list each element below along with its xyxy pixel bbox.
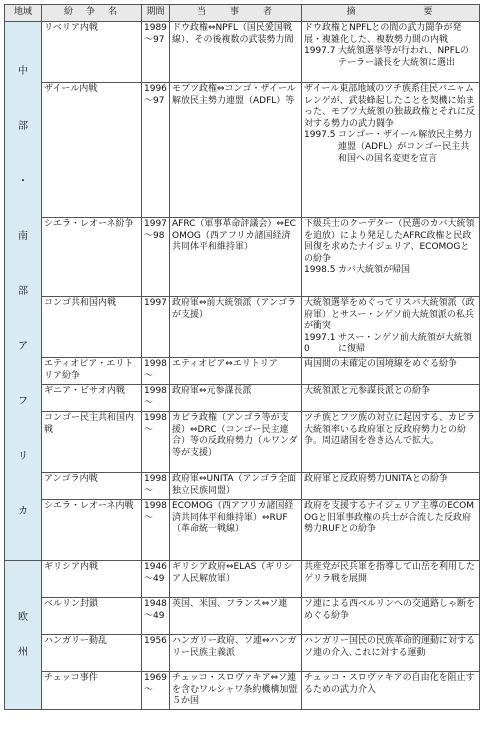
conflict-name-cell: ベルリン封鎖 — [42, 598, 142, 635]
summary-text: 共産党が民兵軍を指導して山岳を利用したゲリラ戦を展開 — [304, 562, 476, 584]
summary-cell — [302, 473, 480, 500]
summary-cell — [302, 83, 480, 218]
summary-text: 政府を支援するナイジェリア主導のECOMOGと旧軍事政権の兵士が合流した反政府勢力RUFとの紛争 — [304, 501, 475, 535]
period-cell: 1996 ～97 — [142, 83, 170, 218]
conflict-name-cell: ギリシア内戦 — [42, 561, 142, 598]
region-char: 欧 — [18, 611, 28, 623]
table-row — [5, 561, 480, 598]
period-cell: 1998 ～ — [142, 500, 170, 561]
region-europe — [5, 561, 42, 710]
parties-cell: 政府軍⇔前大統領派（アンゴラが支援） — [170, 297, 302, 358]
parties-cell: カビラ政権（アンゴラ等が支援）⇔DRC（コンゴー民主連合）等の反政府勢力（ルワンダ等が支援） — [170, 412, 302, 473]
summary-text: ドウ政権とNPFLとの間の武力闘争が発展・複雑化した、複数勢力間の内戦 — [304, 23, 462, 45]
conflict-name-cell: アンゴラ内戦 — [42, 473, 142, 500]
region-char: 中 — [18, 65, 28, 77]
summary-text: 大統領派と元参謀長派との紛争 — [304, 386, 431, 396]
table-row — [5, 218, 480, 297]
period-cell: 1948 ～49 — [142, 598, 170, 635]
period-cell: 1969 ～ — [142, 672, 170, 710]
summary-cell — [302, 358, 480, 385]
table-row — [5, 297, 480, 358]
table-row — [5, 672, 480, 710]
parties-cell: 英国、米国、フランス⇔ソ連 — [170, 598, 302, 635]
summary-text: 両国間の未確定の国境線をめぐる紛争 — [304, 359, 458, 369]
parties-cell: ギリシア政府⇔ELAS（ギリシア人民解放軍） — [170, 561, 302, 598]
period-cell: 1998 ～ — [142, 385, 170, 412]
parties-cell: チェッコ・スロヴァキア⇔ソ連を含むワルシャワ条約機構加盟５か国 — [170, 672, 302, 710]
parties-cell: エティオピア⇔エリトリア — [170, 358, 302, 385]
header-region: 地域 — [5, 5, 42, 22]
region-char: リ — [18, 450, 28, 462]
header-period: 期間 — [142, 5, 170, 22]
parties-cell: ドウ政権⇔NPFL（国民愛国戦線）、その後複数の武装勢力間 — [170, 22, 302, 83]
region-char: 部 — [18, 120, 28, 132]
summary-text: ソ連による西ベルリンへの交通路しゃ断をめぐる紛争 — [304, 599, 476, 621]
region-char: 州 — [18, 646, 28, 658]
header-summary: 摘 要 — [302, 5, 480, 22]
summary-text: ハンガリー国民の民族革命的運動に対するソ連の介入､これに対する運動 — [304, 636, 476, 658]
table-row — [5, 385, 480, 412]
summary-cell — [302, 412, 480, 473]
region-char: カ — [18, 505, 28, 517]
period-cell: 1998 ～ — [142, 473, 170, 500]
region-char: ア — [18, 340, 28, 352]
summary-cell — [302, 635, 480, 672]
header-conflict-name: 紛 争 名 — [42, 5, 142, 22]
region-africa — [5, 22, 42, 561]
summary-cell — [302, 598, 480, 635]
conflict-name-cell: ギニア・ビサオ内戦 — [42, 385, 142, 412]
parties-cell: モブツ政権⇔コンゴ・ザイール解放民主勢力連盟（ADFL）等 — [170, 83, 302, 218]
conflict-table — [4, 4, 480, 710]
period-cell: 1997 — [142, 297, 170, 358]
summary-cell — [302, 297, 480, 358]
conflict-name-cell: チェッコ事件 — [42, 672, 142, 710]
summary-text: 大統領選挙をめぐってリスバ大統領派（政府軍）とサスー・ンゲソ前大統領派の私兵が衝突 — [304, 298, 475, 332]
period-cell: 1989 ～97 — [142, 22, 170, 83]
event-date: 1997.7 — [304, 46, 336, 57]
parties-cell: 政府軍⇔元参謀長派 — [170, 385, 302, 412]
conflict-name-cell: シエラ・レオーネ内戦 — [42, 500, 142, 561]
conflict-name-cell: エティオピア・エリトリア紛争 — [42, 358, 142, 385]
summary-text: 政府軍と反政府勢力UNITAとの紛争 — [304, 474, 448, 484]
event-text: サスー・ンゲソ前大統領が大統領に復帰 — [338, 332, 472, 355]
summary-cell — [302, 672, 480, 710]
region-char: フ — [18, 395, 28, 407]
conflict-name-cell: リベリア内戦 — [42, 22, 142, 83]
conflict-name-cell: コンゴ共和国内戦 — [42, 297, 142, 358]
table-row — [5, 358, 480, 385]
conflict-name-cell: ザイール内戦 — [42, 83, 142, 218]
region-char: 南 — [18, 230, 28, 242]
period-cell: 1997 ～98 — [142, 218, 170, 297]
event-date: 1997.5 — [304, 130, 336, 141]
table-header-row — [5, 5, 480, 22]
event-date: 1997.10 — [304, 332, 336, 355]
summary-text: ザイール東部地域のツチ族系住民バニャムレンゲが、武装蜂起したことを契機に始まった、モブツ大統領の独裁政権とそれに反対する勢力の武力闘争 — [304, 84, 476, 129]
period-cell: 1998 ～ — [142, 412, 170, 473]
conflict-name-cell: ハンガリー動乱 — [42, 635, 142, 672]
event-date: 1998.5 — [304, 265, 336, 276]
parties-cell: ハンガリー政府、ソ連⇔ハンガリー民族主義派 — [170, 635, 302, 672]
event-item — [304, 265, 477, 277]
event-text: コンゴー・ザイール解放民主勢力連盟（ADFL）がコンゴー民主共和国への国名変更を宣言 — [338, 130, 473, 164]
period-cell: 1998 ～ — [142, 358, 170, 385]
event-text: カバ大統領が帰国 — [338, 265, 411, 276]
table-row — [5, 473, 480, 500]
table-row — [5, 412, 480, 473]
header-parties: 当 事 者 — [170, 5, 302, 22]
period-cell: 1956 — [142, 635, 170, 672]
summary-cell — [302, 218, 480, 297]
table-row — [5, 635, 480, 672]
parties-cell: AFRC（軍事革命評議会）⇔ECOMOG（西アフリカ諸国経済共同体平和維持軍） — [170, 218, 302, 297]
summary-text: ツチ族とフツ族の対立に起因する、カビラ大統領率いる政府軍と反政府勢力との紛争。周辺諸国を巻き込んで拡大。 — [304, 413, 476, 447]
event-item — [304, 130, 477, 165]
table-row — [5, 500, 480, 561]
summary-cell — [302, 385, 480, 412]
parties-cell: 政府軍⇔UNITA（アンゴラ全面独立民族同盟） — [170, 473, 302, 500]
conflict-name-cell: コンゴー民主共和国内戦 — [42, 412, 142, 473]
region-char: ・ — [18, 175, 28, 187]
parties-cell: ECOMOG（西アフリカ諸国経済共同体平和維持軍）⇔RUF（革命統一戦線） — [170, 500, 302, 561]
summary-cell — [302, 500, 480, 561]
summary-text: 下級兵士のクーデター（民選のカバ大統領を追放）により発足したAFRC政権と民政回復を求めたナイジェリア、ECOMOGとの紛争 — [304, 219, 475, 264]
conflict-name-cell: シエラ・レオーネ紛争 — [42, 218, 142, 297]
summary-cell — [302, 22, 480, 83]
table-row — [5, 22, 480, 83]
summary-text: チェッコ・スロヴァキアの自由化を阻止するための武力介入 — [304, 673, 475, 695]
table-row — [5, 83, 480, 218]
event-item — [304, 333, 477, 356]
table-row — [5, 598, 480, 635]
event-text: 大統領選挙等が行われ、NPFLのテーラー議長を大統領に選出 — [338, 46, 469, 68]
event-item — [304, 46, 477, 69]
summary-cell — [302, 561, 480, 598]
period-cell: 1946 ～49 — [142, 561, 170, 598]
region-char: 部 — [18, 285, 28, 297]
